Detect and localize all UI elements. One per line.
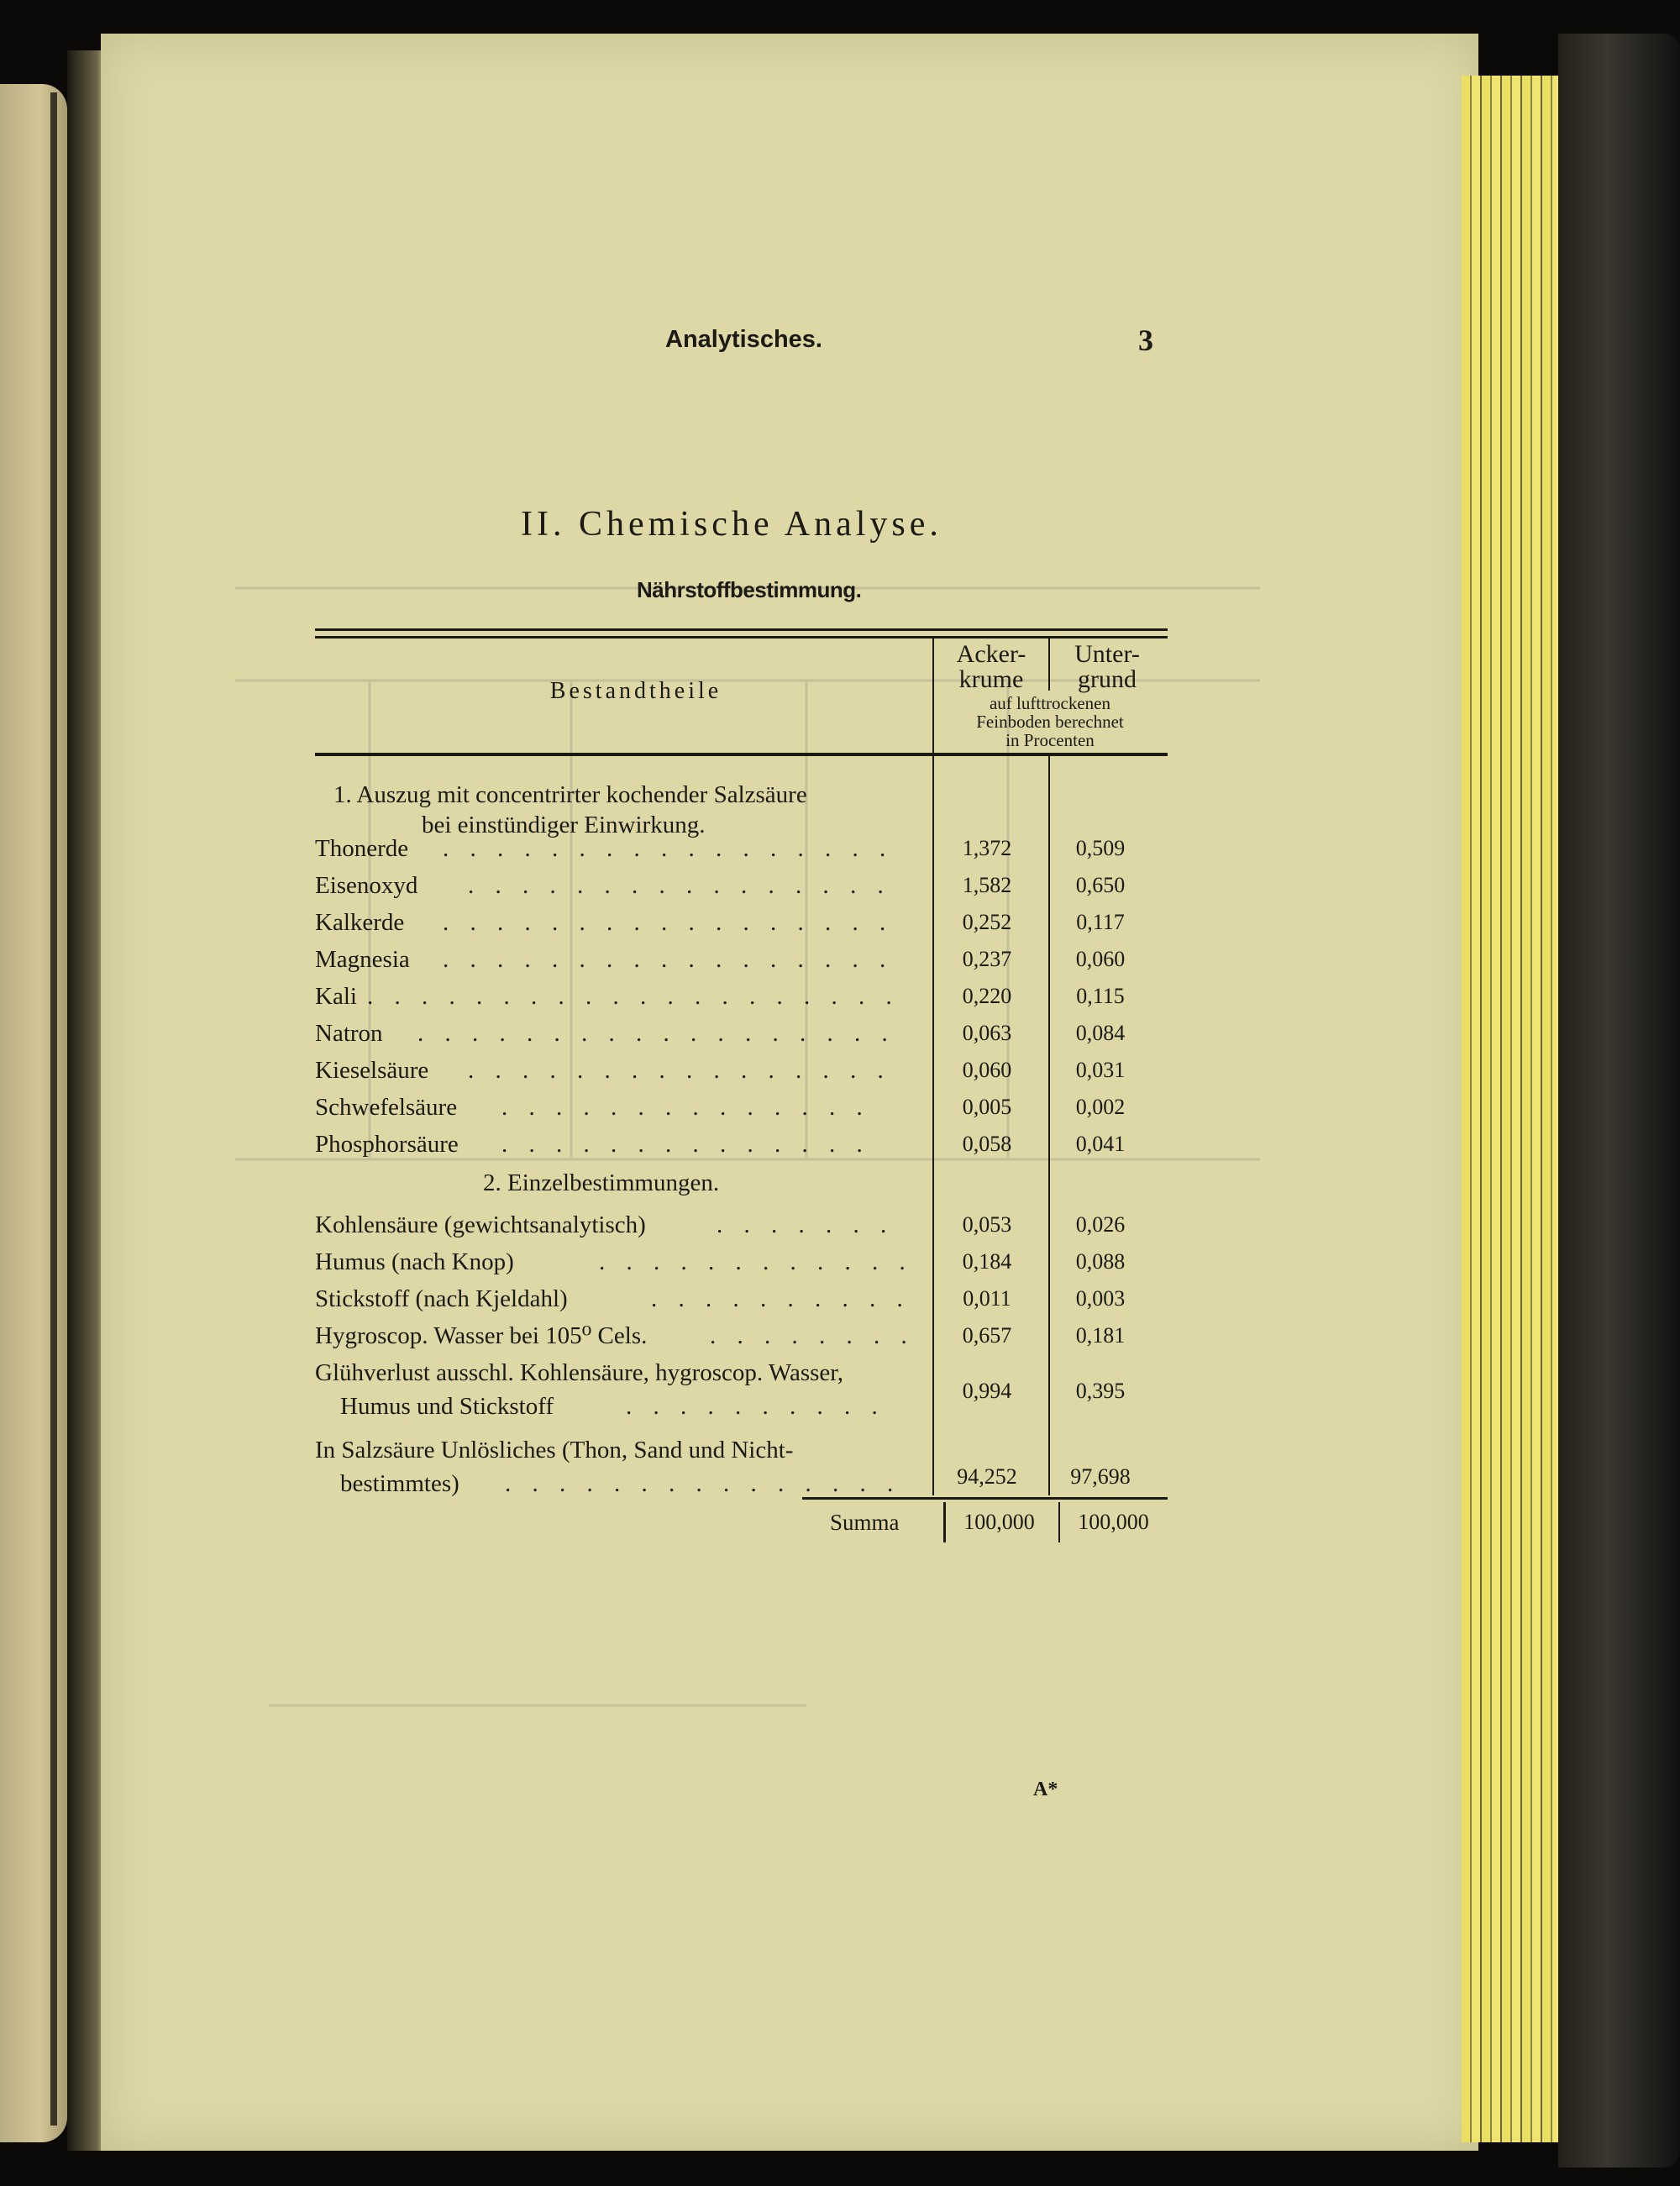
table-row: Hygroscop. Wasser bei 105⁰ Cels. . . . . . . . . 0,657 0,181 [315,1322,1126,1349]
table-row: Humus (nach Knop) . . . . . . . . . . . . 0,184 0,088 [315,1248,1126,1275]
table-row: Phosphorsäure . . . . . . . . . . . . . . 0,058 0,041 [315,1131,1126,1158]
section-subtitle: Nährstoffbestimmung. [637,577,862,602]
book-cover-edge [1558,34,1680,2168]
table-row: Eisenoxyd . . . . . . . . . . . . . . . . 1,582 0,650 [315,872,1126,899]
table-row-summa: Summa 100,000 100,000 [830,1510,1149,1535]
page-number: 3 [1138,323,1153,357]
page-stack-edge [1462,76,1562,2142]
table-row: Stickstoff (nach Kjeldahl) . . . . . . . . . . 0,011 0,003 [315,1285,1126,1312]
column-header-basis: auf lufttrockenen Feinboden berechnet in Procenten [976,693,1124,750]
table-row: Kohlensäure (gewichtsanalytisch) . . . . . . . 0,053 0,026 [315,1211,1126,1238]
column-header-ackerkrume: Acker- krume [956,640,1026,693]
table-row-unloesliches: In Salzsäure Unlösliches (Thon, Sand und Nicht- bestimmtes) . . . . . . . . . . . . . . . 94,252 97,698 [315,1437,1131,1497]
table-row: Natron . . . . . . . . . . . . . . . . . . 0,063 0,084 [315,1020,1126,1047]
column-header-untergrund: Unter- grund [1074,640,1140,693]
facing-page-edge [0,84,67,2142]
analysis-table [315,628,1168,1546]
table-row: Kalkerde . . . . . . . . . . . . . . . . . 0,252 0,117 [315,909,1125,936]
table-row: Schwefelsäure . . . . . . . . . . . . . . 0,005 0,002 [315,1094,1126,1121]
table-row: Kali . . . . . . . . . . . . . . . . . . . . 0,220 0,115 [315,983,1125,1010]
section-2-heading: 2. Einzelbestimmungen. [483,1169,720,1196]
running-header: Analytisches. [665,326,822,353]
table-row: Thonerde . . . . . . . . . . . . . . . . . 1,372 0,509 [315,835,1126,862]
column-header-bestandtheile: Bestandtheile [549,678,722,704]
table-row: Magnesia . . . . . . . . . . . . . . . . . 0,237 0,060 [315,946,1126,973]
table-row-gluehverlust: Glühverlust ausschl. Kohlensäure, hygroscop. Wasser, Humus und Stickstoff . . . . . . . . . . 0,994 0,395 [315,1359,1126,1420]
signature-mark: A* [1033,1779,1058,1800]
section-1-heading: 1. Auszug mit concentrirter kochender Salzsäure bei einstündiger Einwirkung. [333,781,807,838]
table-row: Kieselsäure . . . . . . . . . . . . . . . . 0,060 0,031 [315,1057,1126,1084]
section-title: II. Chemische Analyse. [521,505,942,544]
